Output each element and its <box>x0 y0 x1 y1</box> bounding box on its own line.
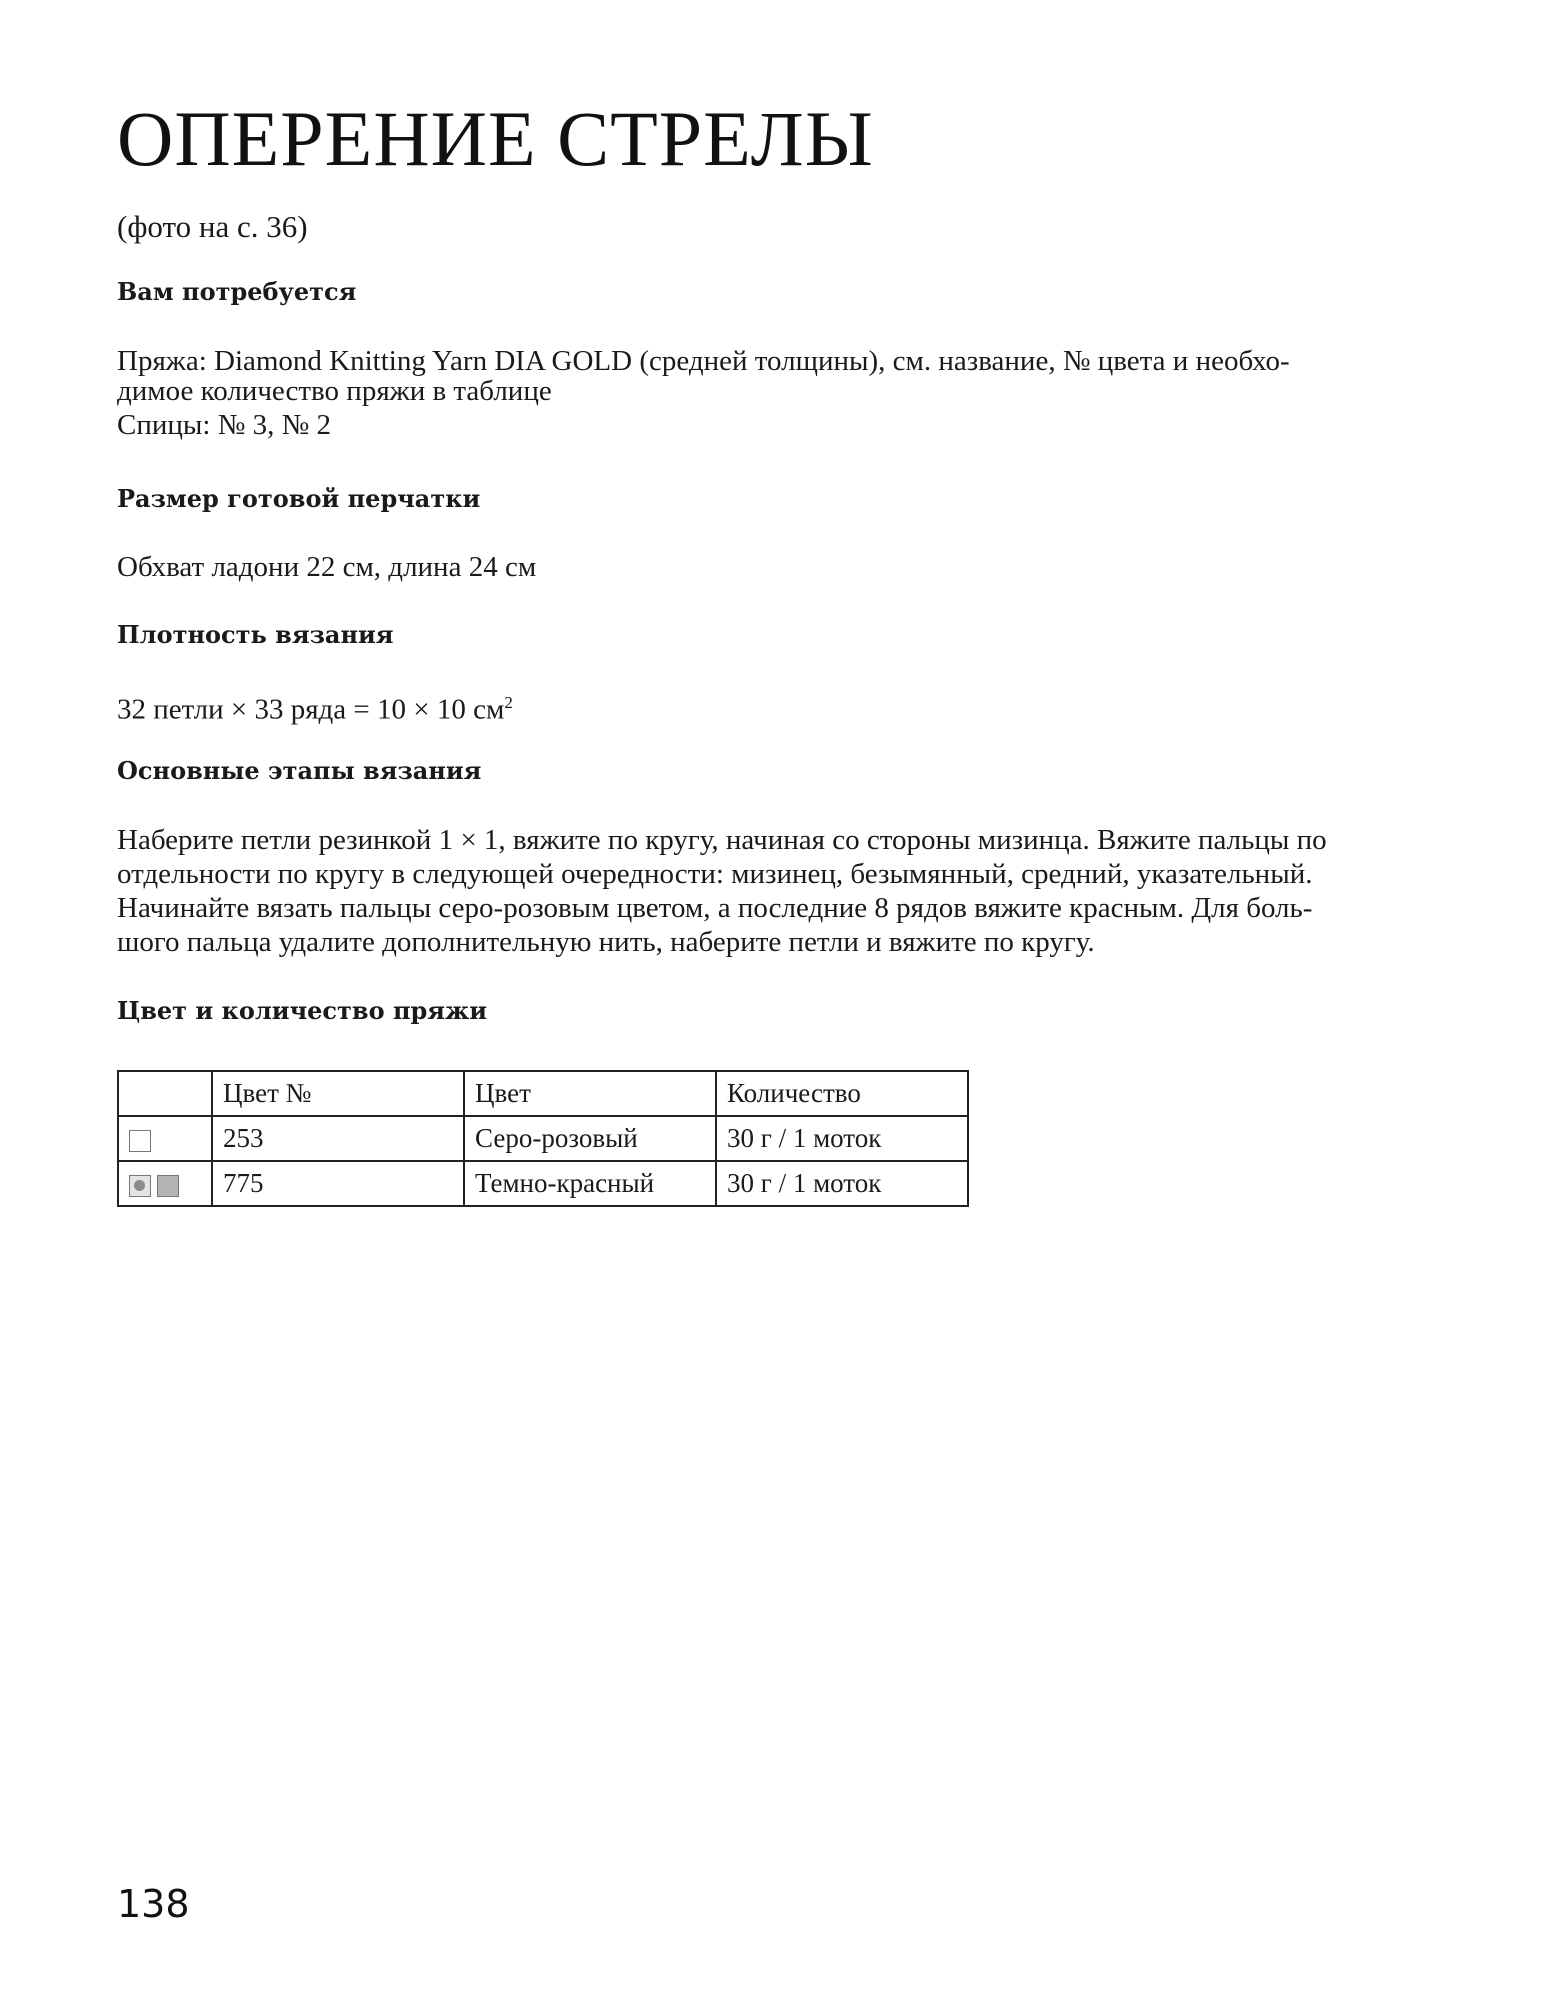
yarn-heading: Цвет и количество пряжи <box>117 996 488 1025</box>
row-color: Серо-розовый <box>464 1116 716 1161</box>
gauge-heading: Плотность вязания <box>117 620 394 649</box>
steps-line: шого пальца удалите дополнительную нить, наберите петли и вяжите по кругу. <box>117 926 1095 958</box>
materials-line: Спицы: № 3, № 2 <box>117 409 332 441</box>
table-header-symbol <box>118 1071 212 1116</box>
dot-square-icon <box>129 1175 151 1197</box>
page-number: 138 <box>117 1882 190 1926</box>
materials-line: димое количество пряжи в таблице <box>117 375 552 407</box>
table-header-color: Цвет <box>464 1071 716 1116</box>
gauge-text <box>117 686 513 727</box>
empty-square-icon <box>129 1130 151 1152</box>
steps-line: Начинайте вязать пальцы серо-розовым цветом, а последние 8 рядов вяжите красным. Для боль- <box>117 892 1313 924</box>
size-heading: Размер готовой перчатки <box>117 484 481 513</box>
size-line: Обхват ладони 22 см, длина 24 см <box>117 551 537 583</box>
page-title: ОПЕРЕНИЕ СТРЕЛЫ <box>117 95 874 182</box>
table-row <box>118 1116 968 1161</box>
gray-square-icon <box>157 1175 179 1197</box>
table-header-row <box>118 1071 968 1116</box>
gauge-value: 32 петли × 33 ряда = 10 × 10 см <box>117 693 505 726</box>
gauge-superscript: 2 <box>504 693 513 712</box>
steps-heading: Основные этапы вязания <box>117 756 482 785</box>
row-color: Темно-красный <box>464 1161 716 1206</box>
table-row <box>118 1161 968 1206</box>
table-header-amount: Количество <box>716 1071 968 1116</box>
table-header-color-number: Цвет № <box>212 1071 464 1116</box>
materials-heading: Вам потребуется <box>117 277 357 306</box>
row-color-number: 775 <box>212 1161 464 1206</box>
materials-line: Пряжа: Diamond Knitting Yarn DIA GOLD (средней толщины), см. название, № цвета и необхо- <box>117 345 1290 377</box>
photo-reference: (фото на с. 36) <box>117 209 308 244</box>
materials-text <box>117 344 1290 442</box>
size-text <box>117 550 536 584</box>
steps-text <box>117 823 1327 959</box>
row-amount: 30 г / 1 моток <box>716 1161 968 1206</box>
steps-line: отдельности по кругу в следующей очередности: мизинец, безымянный, средний, указательный. <box>117 858 1313 890</box>
row-amount: 30 г / 1 моток <box>716 1116 968 1161</box>
row-symbol <box>118 1161 212 1206</box>
yarn-table <box>117 1070 969 1207</box>
row-color-number: 253 <box>212 1116 464 1161</box>
row-symbol <box>118 1116 212 1161</box>
steps-line: Наберите петли резинкой 1 × 1, вяжите по кругу, начиная со стороны мизинца. Вяжите пальцы по <box>117 824 1327 856</box>
